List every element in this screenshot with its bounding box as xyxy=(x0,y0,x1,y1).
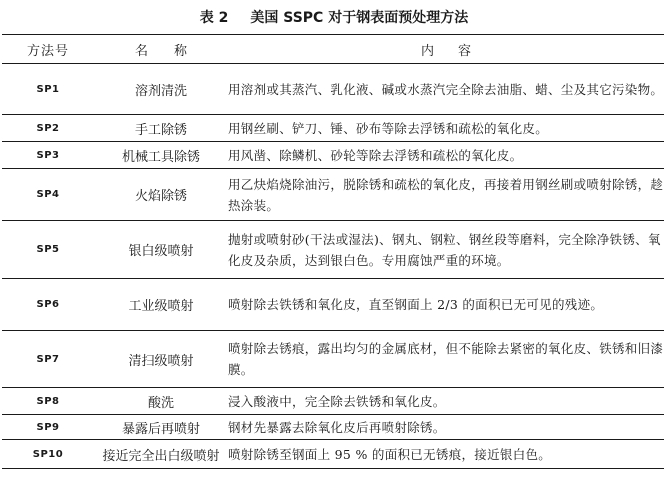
header-name: 名称 xyxy=(94,35,228,64)
table-row xyxy=(2,415,664,440)
method-description: 浸入酸液中，完全除去铁锈和氧化皮。 xyxy=(228,388,664,415)
method-name: 手工除锈 xyxy=(94,115,228,142)
method-name: 酸洗 xyxy=(94,388,228,415)
table-caption xyxy=(0,9,668,27)
sspc-methods-table xyxy=(2,34,664,469)
table-row xyxy=(2,440,664,469)
table-header-row xyxy=(2,35,664,64)
method-code: SP1 xyxy=(2,64,94,115)
method-description: 用风凿、除鳞机、砂轮等除去浮锈和疏松的氧化皮。 xyxy=(228,142,664,169)
method-code: SP3 xyxy=(2,142,94,169)
table-row xyxy=(2,388,664,415)
method-description: 用乙炔焰烧除油污，脱除锈和疏松的氧化皮，再接着用钢丝刷或喷射除锈，趁热涂装。 xyxy=(228,169,664,221)
method-description: 钢材先暴露去除氧化皮后再喷射除锈。 xyxy=(228,415,664,440)
method-name: 清扫级喷射 xyxy=(94,331,228,388)
method-code: SP7 xyxy=(2,331,94,388)
method-code: SP8 xyxy=(2,388,94,415)
table-row xyxy=(2,331,664,388)
table-row xyxy=(2,221,664,279)
table-number: 表 2 xyxy=(199,10,229,26)
method-description: 喷射除锈至钢面上 95 % 的面积已无锈痕，接近银白色。 xyxy=(228,440,664,469)
header-content: 内容 xyxy=(228,35,664,64)
method-code: SP10 xyxy=(2,440,94,469)
table-row xyxy=(2,279,664,331)
method-code: SP6 xyxy=(2,279,94,331)
table-row xyxy=(2,169,664,221)
method-code: SP2 xyxy=(2,115,94,142)
table-title: 美国 SSPC 对于钢表面预处理方法 xyxy=(250,10,469,26)
method-description: 用钢丝刷、铲刀、锤、砂布等除去浮锈和疏松的氧化皮。 xyxy=(228,115,664,142)
method-name: 火焰除锈 xyxy=(94,169,228,221)
method-name: 银白级喷射 xyxy=(94,221,228,279)
table-row xyxy=(2,64,664,115)
method-name: 接近完全出白级喷射 xyxy=(94,440,228,469)
method-name: 暴露后再喷射 xyxy=(94,415,228,440)
method-description: 抛射或喷射砂(干法或湿法)、钢丸、钢粒、钢丝段等磨料，完全除净铁锈、氧化皮及杂质，达到银白色。专用腐蚀严重的环境。 xyxy=(228,221,664,279)
table-row xyxy=(2,115,664,142)
method-description: 用溶剂或其蒸汽、乳化液、碱或水蒸汽完全除去油脂、蜡、尘及其它污染物。 xyxy=(228,64,664,115)
table-row xyxy=(2,142,664,169)
method-description: 喷射除去铁锈和氧化皮，直至钢面上 2/3 的面积已无可见的残迹。 xyxy=(228,279,664,331)
method-code: SP4 xyxy=(2,169,94,221)
method-name: 溶剂清洗 xyxy=(94,64,228,115)
method-description: 喷射除去锈痕，露出均匀的金属底材，但不能除去紧密的氧化皮、铁锈和旧漆膜。 xyxy=(228,331,664,388)
header-method-code: 方法号 xyxy=(2,35,94,64)
method-code: SP9 xyxy=(2,415,94,440)
method-name: 机械工具除锈 xyxy=(94,142,228,169)
method-code: SP5 xyxy=(2,221,94,279)
method-name: 工业级喷射 xyxy=(94,279,228,331)
